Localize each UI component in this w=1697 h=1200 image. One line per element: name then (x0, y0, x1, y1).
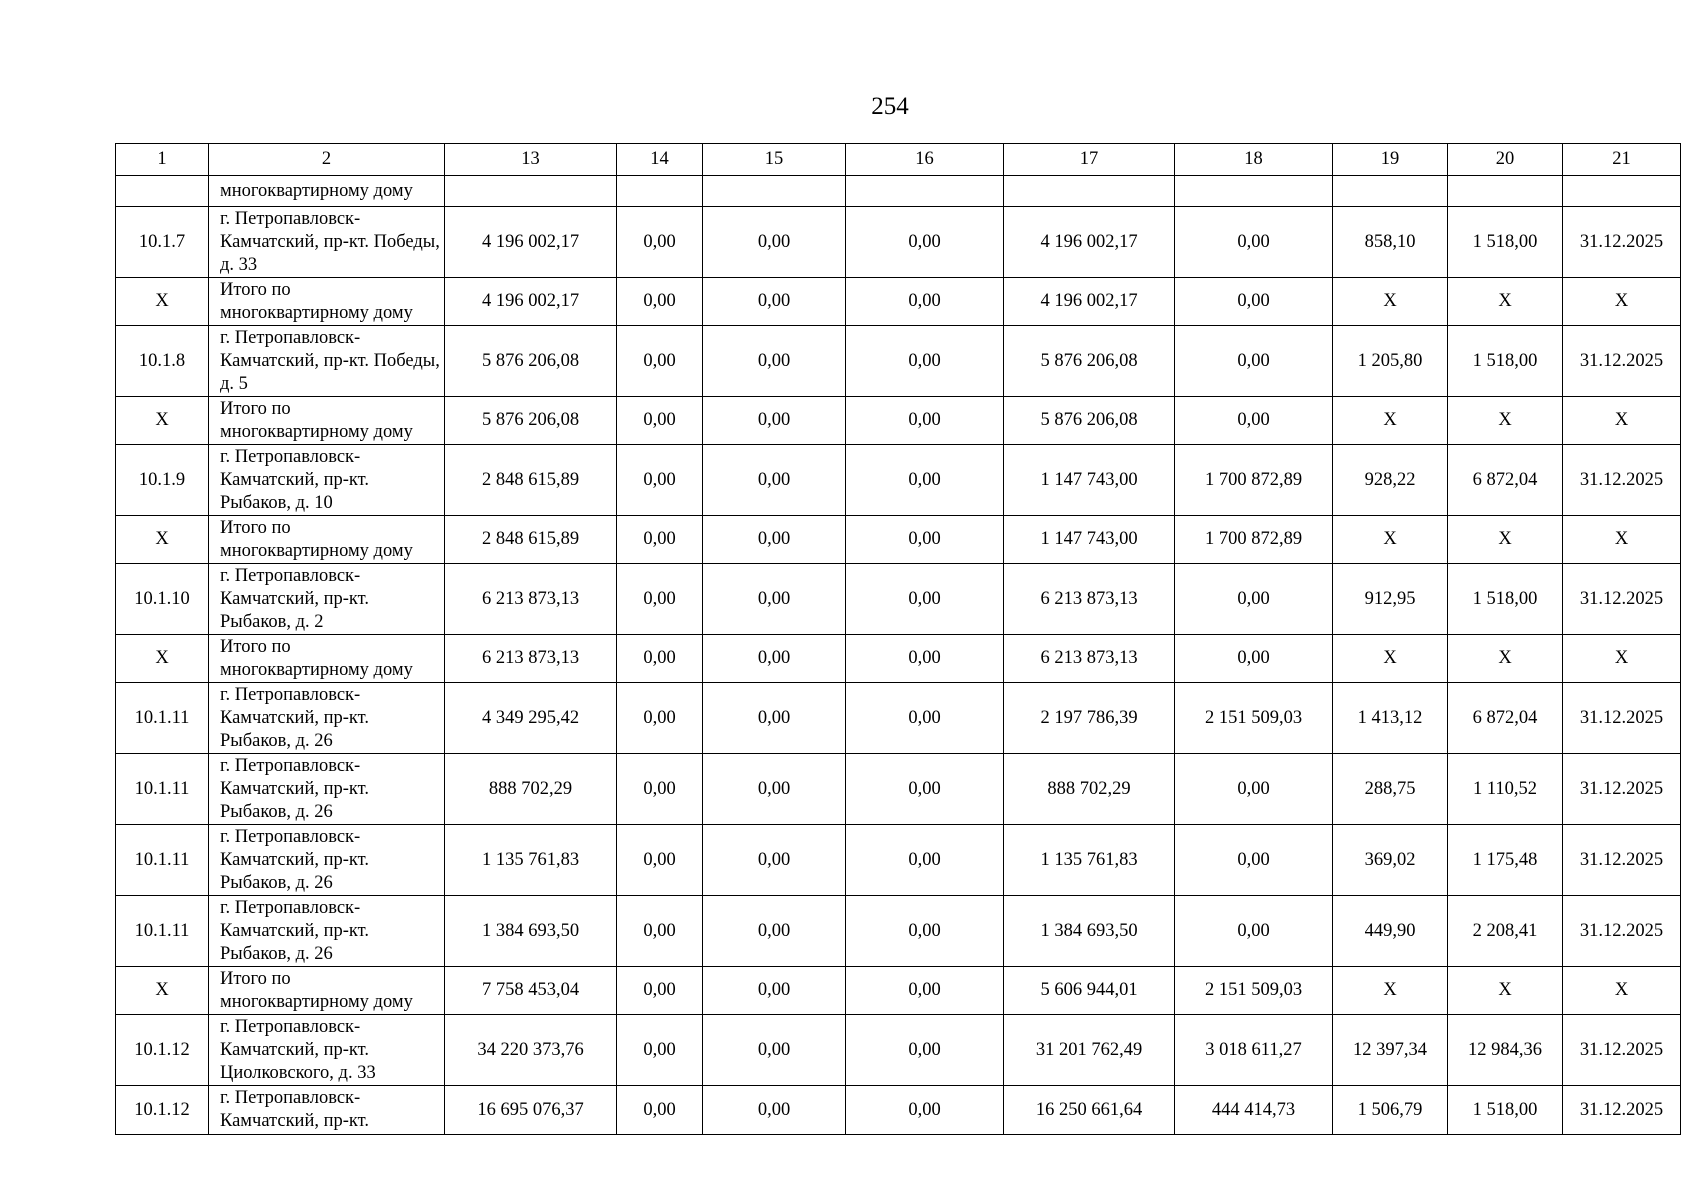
address-cell: Итого по многоквартирному дому (209, 278, 445, 326)
address-cell: г. Петропавловск-Камчатский, пр-кт. Рыбаков, д. 2 (209, 564, 445, 635)
table-cell: 0,00 (703, 207, 846, 278)
table-row (116, 1086, 1681, 1135)
table-cell: 10.1.7 (116, 207, 209, 278)
table-cell: 888 702,29 (1004, 754, 1175, 825)
table-row (116, 635, 1681, 683)
address-cell: г. Петропавловск-Камчатский, пр-кт. Рыбаков, д. 26 (209, 754, 445, 825)
table-cell: 6 213 873,13 (445, 564, 617, 635)
table-cell: 16 250 661,64 (1004, 1086, 1175, 1135)
table-row (116, 896, 1681, 967)
column-header: 16 (846, 144, 1004, 176)
column-header: 17 (1004, 144, 1175, 176)
table-cell: 31.12.2025 (1563, 683, 1681, 754)
address-cell: г. Петропавловск-Камчатский, пр-кт. Рыбаков, д. 26 (209, 825, 445, 896)
table-cell: 31.12.2025 (1563, 1015, 1681, 1086)
table-cell (846, 176, 1004, 207)
address-cell: Итого по многоквартирному дому (209, 397, 445, 445)
table-cell: X (1563, 278, 1681, 326)
table-cell: X (116, 516, 209, 564)
table-cell: 4 196 002,17 (1004, 207, 1175, 278)
table-cell: 1 413,12 (1333, 683, 1448, 754)
table-cell: 4 196 002,17 (1004, 278, 1175, 326)
address-cell: г. Петропавловск-Камчатский, пр-кт. (209, 1086, 445, 1135)
table-cell: 5 606 944,01 (1004, 967, 1175, 1015)
address-cell: Итого по многоквартирному дому (209, 967, 445, 1015)
table-cell: 0,00 (703, 516, 846, 564)
table-cell (1004, 176, 1175, 207)
table-cell: 0,00 (703, 564, 846, 635)
table-cell: 0,00 (846, 896, 1004, 967)
table-cell: 0,00 (846, 967, 1004, 1015)
table-cell: 0,00 (617, 278, 703, 326)
table-cell: 10.1.10 (116, 564, 209, 635)
table-cell: 5 876 206,08 (1004, 326, 1175, 397)
table-cell: 0,00 (703, 967, 846, 1015)
table-cell: 31.12.2025 (1563, 564, 1681, 635)
table-cell: 0,00 (703, 1015, 846, 1086)
table-cell: X (1563, 635, 1681, 683)
table-cell: 449,90 (1333, 896, 1448, 967)
table-cell: 4 196 002,17 (445, 207, 617, 278)
table-cell: 31.12.2025 (1563, 825, 1681, 896)
table-cell: 0,00 (1175, 326, 1333, 397)
table-cell: 1 700 872,89 (1175, 516, 1333, 564)
table-cell: X (1333, 967, 1448, 1015)
table-cell: X (1333, 397, 1448, 445)
table-row (116, 176, 1681, 207)
table-cell: 5 876 206,08 (445, 397, 617, 445)
table-cell: 888 702,29 (445, 754, 617, 825)
table-cell: 31.12.2025 (1563, 207, 1681, 278)
address-cell: многоквартирному дому (209, 176, 445, 207)
address-cell: г. Петропавловск-Камчатский, пр-кт. Циолковского, д. 33 (209, 1015, 445, 1086)
table-cell: X (116, 278, 209, 326)
table-cell: 1 518,00 (1448, 207, 1563, 278)
table-cell: X (1448, 635, 1563, 683)
column-header: 19 (1333, 144, 1448, 176)
table-cell: 1 147 743,00 (1004, 445, 1175, 516)
table-cell: X (116, 635, 209, 683)
table-row (116, 326, 1681, 397)
table-cell: 0,00 (617, 326, 703, 397)
table-cell: 10.1.12 (116, 1086, 209, 1135)
table-cell: 1 147 743,00 (1004, 516, 1175, 564)
table-cell: 0,00 (846, 516, 1004, 564)
table-cell: 0,00 (617, 516, 703, 564)
table-cell: 10.1.11 (116, 896, 209, 967)
table-cell: 0,00 (1175, 896, 1333, 967)
table-cell: X (116, 397, 209, 445)
address-cell: г. Петропавловск-Камчатский, пр-кт. Рыбаков, д. 26 (209, 896, 445, 967)
table-cell (1333, 176, 1448, 207)
table-cell: 6 213 873,13 (1004, 635, 1175, 683)
table-row (116, 445, 1681, 516)
table-cell: 7 758 453,04 (445, 967, 617, 1015)
table-cell: 1 518,00 (1448, 326, 1563, 397)
table-cell: 288,75 (1333, 754, 1448, 825)
table-cell: 0,00 (846, 445, 1004, 516)
table-cell: 4 349 295,42 (445, 683, 617, 754)
table-cell: 34 220 373,76 (445, 1015, 617, 1086)
table-cell: 928,22 (1333, 445, 1448, 516)
address-cell: г. Петропавловск-Камчатский, пр-кт. Рыбаков, д. 26 (209, 683, 445, 754)
table-cell: 12 397,34 (1333, 1015, 1448, 1086)
table-cell: 0,00 (1175, 207, 1333, 278)
table-cell: 1 506,79 (1333, 1086, 1448, 1135)
table-cell (1175, 176, 1333, 207)
column-header: 1 (116, 144, 209, 176)
table-cell: 1 384 693,50 (1004, 896, 1175, 967)
table-cell: 2 151 509,03 (1175, 967, 1333, 1015)
table-cell: X (1448, 516, 1563, 564)
table-cell: 0,00 (1175, 754, 1333, 825)
column-header: 13 (445, 144, 617, 176)
table-cell: 10.1.12 (116, 1015, 209, 1086)
table-cell: 444 414,73 (1175, 1086, 1333, 1135)
table-cell: 0,00 (703, 825, 846, 896)
table-row (116, 564, 1681, 635)
table-cell: 10.1.11 (116, 683, 209, 754)
table-cell: 1 135 761,83 (445, 825, 617, 896)
table-cell: 0,00 (846, 635, 1004, 683)
table-cell: 0,00 (846, 1015, 1004, 1086)
table-cell: 10.1.11 (116, 754, 209, 825)
table-row (116, 207, 1681, 278)
table-cell: 0,00 (703, 635, 846, 683)
table-cell: 6 213 873,13 (445, 635, 617, 683)
table-cell: 0,00 (703, 445, 846, 516)
table-cell: 912,95 (1333, 564, 1448, 635)
table-cell: 2 848 615,89 (445, 445, 617, 516)
table-cell: 10.1.11 (116, 825, 209, 896)
table-cell: 0,00 (703, 683, 846, 754)
table-cell: 0,00 (846, 825, 1004, 896)
table-cell: 0,00 (846, 1086, 1004, 1135)
table-cell: 0,00 (1175, 564, 1333, 635)
table-cell: 1 205,80 (1333, 326, 1448, 397)
table-cell: 2 151 509,03 (1175, 683, 1333, 754)
column-header: 14 (617, 144, 703, 176)
table-cell: X (1333, 278, 1448, 326)
table-cell: X (1333, 516, 1448, 564)
address-cell: г. Петропавловск-Камчатский, пр-кт. Победы, д. 5 (209, 326, 445, 397)
table-cell: 6 872,04 (1448, 445, 1563, 516)
table-cell: 0,00 (703, 896, 846, 967)
table-cell: 369,02 (1333, 825, 1448, 896)
table-cell: X (116, 967, 209, 1015)
table-cell (1563, 176, 1681, 207)
table-cell: 16 695 076,37 (445, 1086, 617, 1135)
table-cell: 0,00 (1175, 825, 1333, 896)
table-cell (116, 176, 209, 207)
data-table (115, 143, 1681, 1135)
table-cell: 0,00 (703, 1086, 846, 1135)
table-cell: 0,00 (617, 683, 703, 754)
table-cell: 1 518,00 (1448, 564, 1563, 635)
table-cell: X (1563, 516, 1681, 564)
table-cell: 0,00 (846, 683, 1004, 754)
table-cell: 1 384 693,50 (445, 896, 617, 967)
table-cell: 3 018 611,27 (1175, 1015, 1333, 1086)
table-cell: X (1563, 397, 1681, 445)
column-header: 21 (1563, 144, 1681, 176)
table-cell (703, 176, 846, 207)
table-header-row (116, 144, 1681, 176)
table-cell: 0,00 (617, 825, 703, 896)
table-row (116, 516, 1681, 564)
table-cell: 0,00 (703, 278, 846, 326)
table-cell: 0,00 (617, 1086, 703, 1135)
table-cell: 0,00 (1175, 278, 1333, 326)
table-cell: 31.12.2025 (1563, 1086, 1681, 1135)
address-cell: Итого по многоквартирному дому (209, 635, 445, 683)
table-cell: 0,00 (703, 326, 846, 397)
table-cell: 1 175,48 (1448, 825, 1563, 896)
table-cell: 0,00 (703, 754, 846, 825)
table-cell: 0,00 (617, 754, 703, 825)
table-cell: 0,00 (846, 326, 1004, 397)
table-cell (445, 176, 617, 207)
table-cell: 10.1.8 (116, 326, 209, 397)
table-cell: 0,00 (1175, 635, 1333, 683)
table-cell: 0,00 (617, 635, 703, 683)
address-cell: г. Петропавловск-Камчатский, пр-кт. Рыбаков, д. 10 (209, 445, 445, 516)
table-cell: 0,00 (1175, 397, 1333, 445)
table-cell: 31.12.2025 (1563, 326, 1681, 397)
table-cell: 12 984,36 (1448, 1015, 1563, 1086)
table-cell: 858,10 (1333, 207, 1448, 278)
table-cell: 0,00 (846, 207, 1004, 278)
table-cell: 0,00 (617, 1015, 703, 1086)
table-cell: 1 700 872,89 (1175, 445, 1333, 516)
table-body (116, 176, 1681, 1135)
table-cell: 10.1.9 (116, 445, 209, 516)
table-cell: 31 201 762,49 (1004, 1015, 1175, 1086)
column-header: 15 (703, 144, 846, 176)
column-header: 18 (1175, 144, 1333, 176)
column-header: 20 (1448, 144, 1563, 176)
table-cell: 0,00 (617, 896, 703, 967)
table-cell: 31.12.2025 (1563, 754, 1681, 825)
table-cell: X (1448, 397, 1563, 445)
table-row (116, 1015, 1681, 1086)
table-cell: 0,00 (703, 397, 846, 445)
table-row (116, 967, 1681, 1015)
table-cell: X (1333, 635, 1448, 683)
table-cell: 0,00 (617, 397, 703, 445)
table-cell: X (1448, 278, 1563, 326)
table-cell: 4 196 002,17 (445, 278, 617, 326)
table-cell: 0,00 (846, 564, 1004, 635)
table-row (116, 754, 1681, 825)
table-cell: 2 208,41 (1448, 896, 1563, 967)
table-cell: 1 135 761,83 (1004, 825, 1175, 896)
table-cell: 31.12.2025 (1563, 896, 1681, 967)
page-number: 254 (871, 93, 909, 120)
table-cell: 6 213 873,13 (1004, 564, 1175, 635)
table-row (116, 397, 1681, 445)
table-cell: 0,00 (617, 967, 703, 1015)
address-cell: Итого по многоквартирному дому (209, 516, 445, 564)
table-cell: 1 518,00 (1448, 1086, 1563, 1135)
table-cell: 0,00 (846, 278, 1004, 326)
table-cell (1448, 176, 1563, 207)
table-cell: 2 197 786,39 (1004, 683, 1175, 754)
table-cell: 5 876 206,08 (445, 326, 617, 397)
table-cell: X (1448, 967, 1563, 1015)
table-row (116, 278, 1681, 326)
table-cell: 0,00 (617, 207, 703, 278)
table-cell: 2 848 615,89 (445, 516, 617, 564)
column-header: 2 (209, 144, 445, 176)
table-cell: X (1563, 967, 1681, 1015)
table-row (116, 683, 1681, 754)
table-cell: 0,00 (617, 445, 703, 516)
table-cell: 0,00 (846, 397, 1004, 445)
table-cell: 0,00 (617, 564, 703, 635)
address-cell: г. Петропавловск-Камчатский, пр-кт. Победы, д. 33 (209, 207, 445, 278)
table-cell: 31.12.2025 (1563, 445, 1681, 516)
table-cell: 6 872,04 (1448, 683, 1563, 754)
table-cell: 5 876 206,08 (1004, 397, 1175, 445)
table-cell (617, 176, 703, 207)
table-row (116, 825, 1681, 896)
table-cell: 0,00 (846, 754, 1004, 825)
table-cell: 1 110,52 (1448, 754, 1563, 825)
